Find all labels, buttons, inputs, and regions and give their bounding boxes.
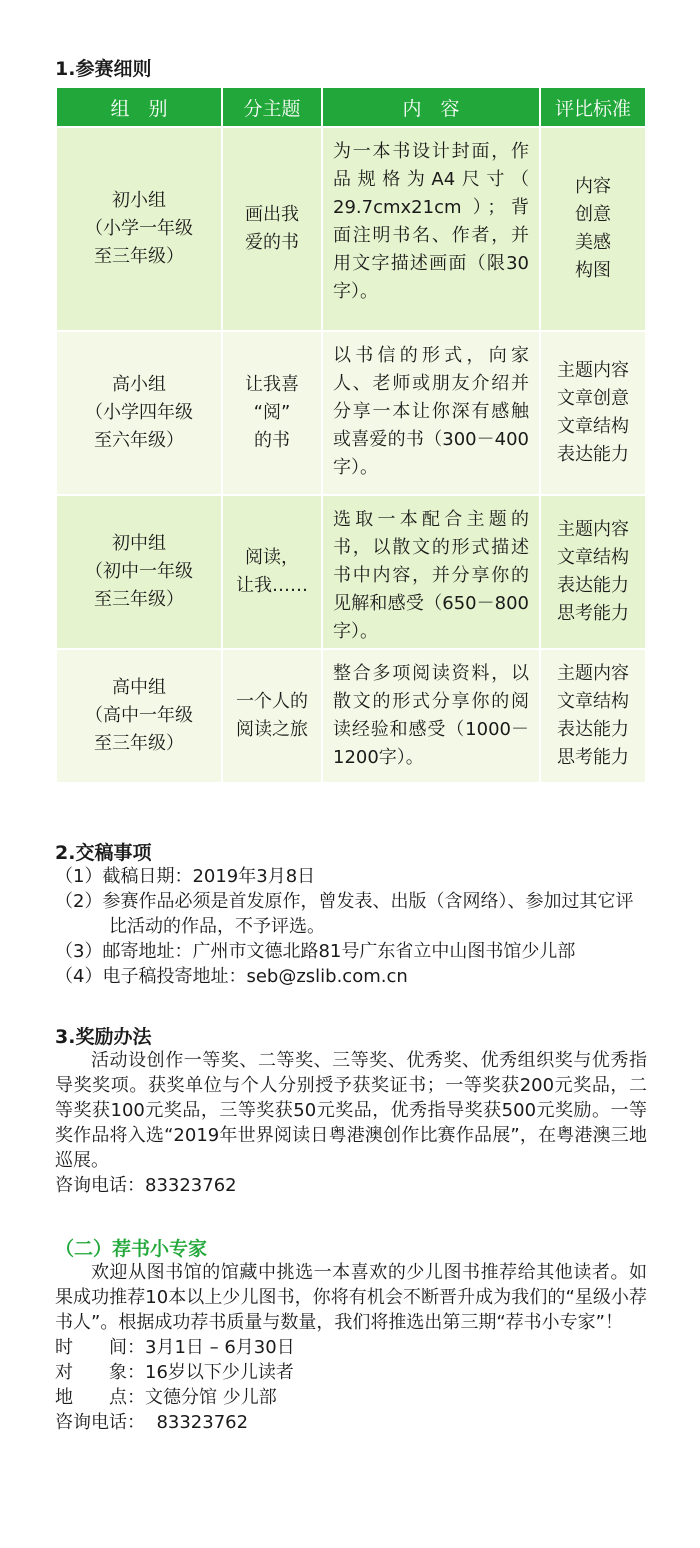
header-group: 组 别 [57,88,221,126]
rules-table [55,86,647,784]
recommend-time: 时 间：3月1日 – 6月30日 [55,1337,295,1358]
section-1-title: 1.参赛细则 [55,58,152,80]
header-criteria: 评比标准 [541,88,645,126]
recommend-target: 对 象：16岁以下少儿读者 [55,1362,294,1383]
cell-group: 初小组 （小学一年级 至三年级） [57,128,221,330]
table-row [57,650,645,782]
cell-group: 初中组 （初中一年级 至三年级） [57,496,221,648]
recommend-paragraph: 欢迎从图书馆的馆藏中挑选一本喜欢的少儿图书推荐给其他读者。如果成功推荐10本以上少儿图书，你将有机会不断晋升成为我们的“星级小荐书人”。根据成功荐书质量与数量，我们将推选出第三期“荐书小专家”！ [55,1262,647,1333]
cell-content: 以书信的形式，向家人、老师或朋友介绍并分享一本让你深有感触或喜爱的书（300－400字）。 [323,332,539,494]
section-4-title: （二）荐书小专家 [55,1238,208,1260]
awards-block [55,1048,647,1198]
cell-content: 选取一本配合主题的书，以散文的形式描述书中内容，并分享你的见解和感受（650－800字）。 [323,496,539,648]
cell-criteria: 主题内容 文章结构 表达能力 思考能力 [541,650,645,782]
cell-theme: 阅读， 让我…… [223,496,321,648]
cell-theme: 画出我 爱的书 [223,128,321,330]
cell-criteria: 主题内容 文章结构 表达能力 思考能力 [541,496,645,648]
list-item: （3）邮寄地址：广州市文德北路81号广东省立中山图书馆少儿部 [55,941,576,962]
cell-content: 为一本书设计封面，作品规格为A4尺寸（ 29.7cmx21cm ）；背面注明书名、作者，并用文字描述画面（限30字）。 [323,128,539,330]
cell-theme: 让我喜 “阅” 的书 [223,332,321,494]
list-item: （1）截稿日期：2019年3月8日 [55,866,316,887]
table-row [57,332,645,494]
section-3-title: 3.奖励办法 [55,1026,152,1048]
section-2-title: 2.交稿事项 [55,842,152,864]
awards-paragraph: 活动设创作一等奖、二等奖、三等奖、优秀奖、优秀组织奖与优秀指导奖奖项。获奖单位与个人分别授予获奖证书；一等奖获200元奖品，二等奖获100元奖品，三等奖获50元奖品，优秀指导奖获500元奖励。一等奖作品将入选“2019年世界阅读日粤港澳创作比赛作品展”，在粤港澳三地巡展。 [55,1050,647,1171]
recommend-place: 地 点：文德分馆 少儿部 [55,1387,277,1408]
header-theme: 分主题 [223,88,321,126]
table-header-row [57,88,645,126]
recommend-phone: 咨询电话： 83323762 [55,1412,249,1433]
list-item: （2）参赛作品必须是首发原作，曾发表、出版（含网络）、参加过其它评比活动的作品，不予评选。 [55,891,634,937]
header-content: 内 容 [323,88,539,126]
submission-list [55,864,647,989]
cell-group: 高中组 （高中一年级 至三年级） [57,650,221,782]
cell-criteria: 主题内容 文章创意 文章结构 表达能力 [541,332,645,494]
cell-theme: 一个人的 阅读之旅 [223,650,321,782]
table-row [57,128,645,330]
list-item: （4）电子稿投寄地址：seb@zslib.com.cn [55,966,408,987]
awards-phone: 咨询电话：83323762 [55,1175,237,1196]
cell-content: 整合多项阅读资料，以散文的形式分享你的阅读经验和感受（1000－1200字）。 [323,650,539,782]
recommend-block [55,1260,647,1435]
cell-group: 高小组 （小学四年级 至六年级） [57,332,221,494]
cell-criteria: 内容 创意 美感 构图 [541,128,645,330]
table-row [57,496,645,648]
